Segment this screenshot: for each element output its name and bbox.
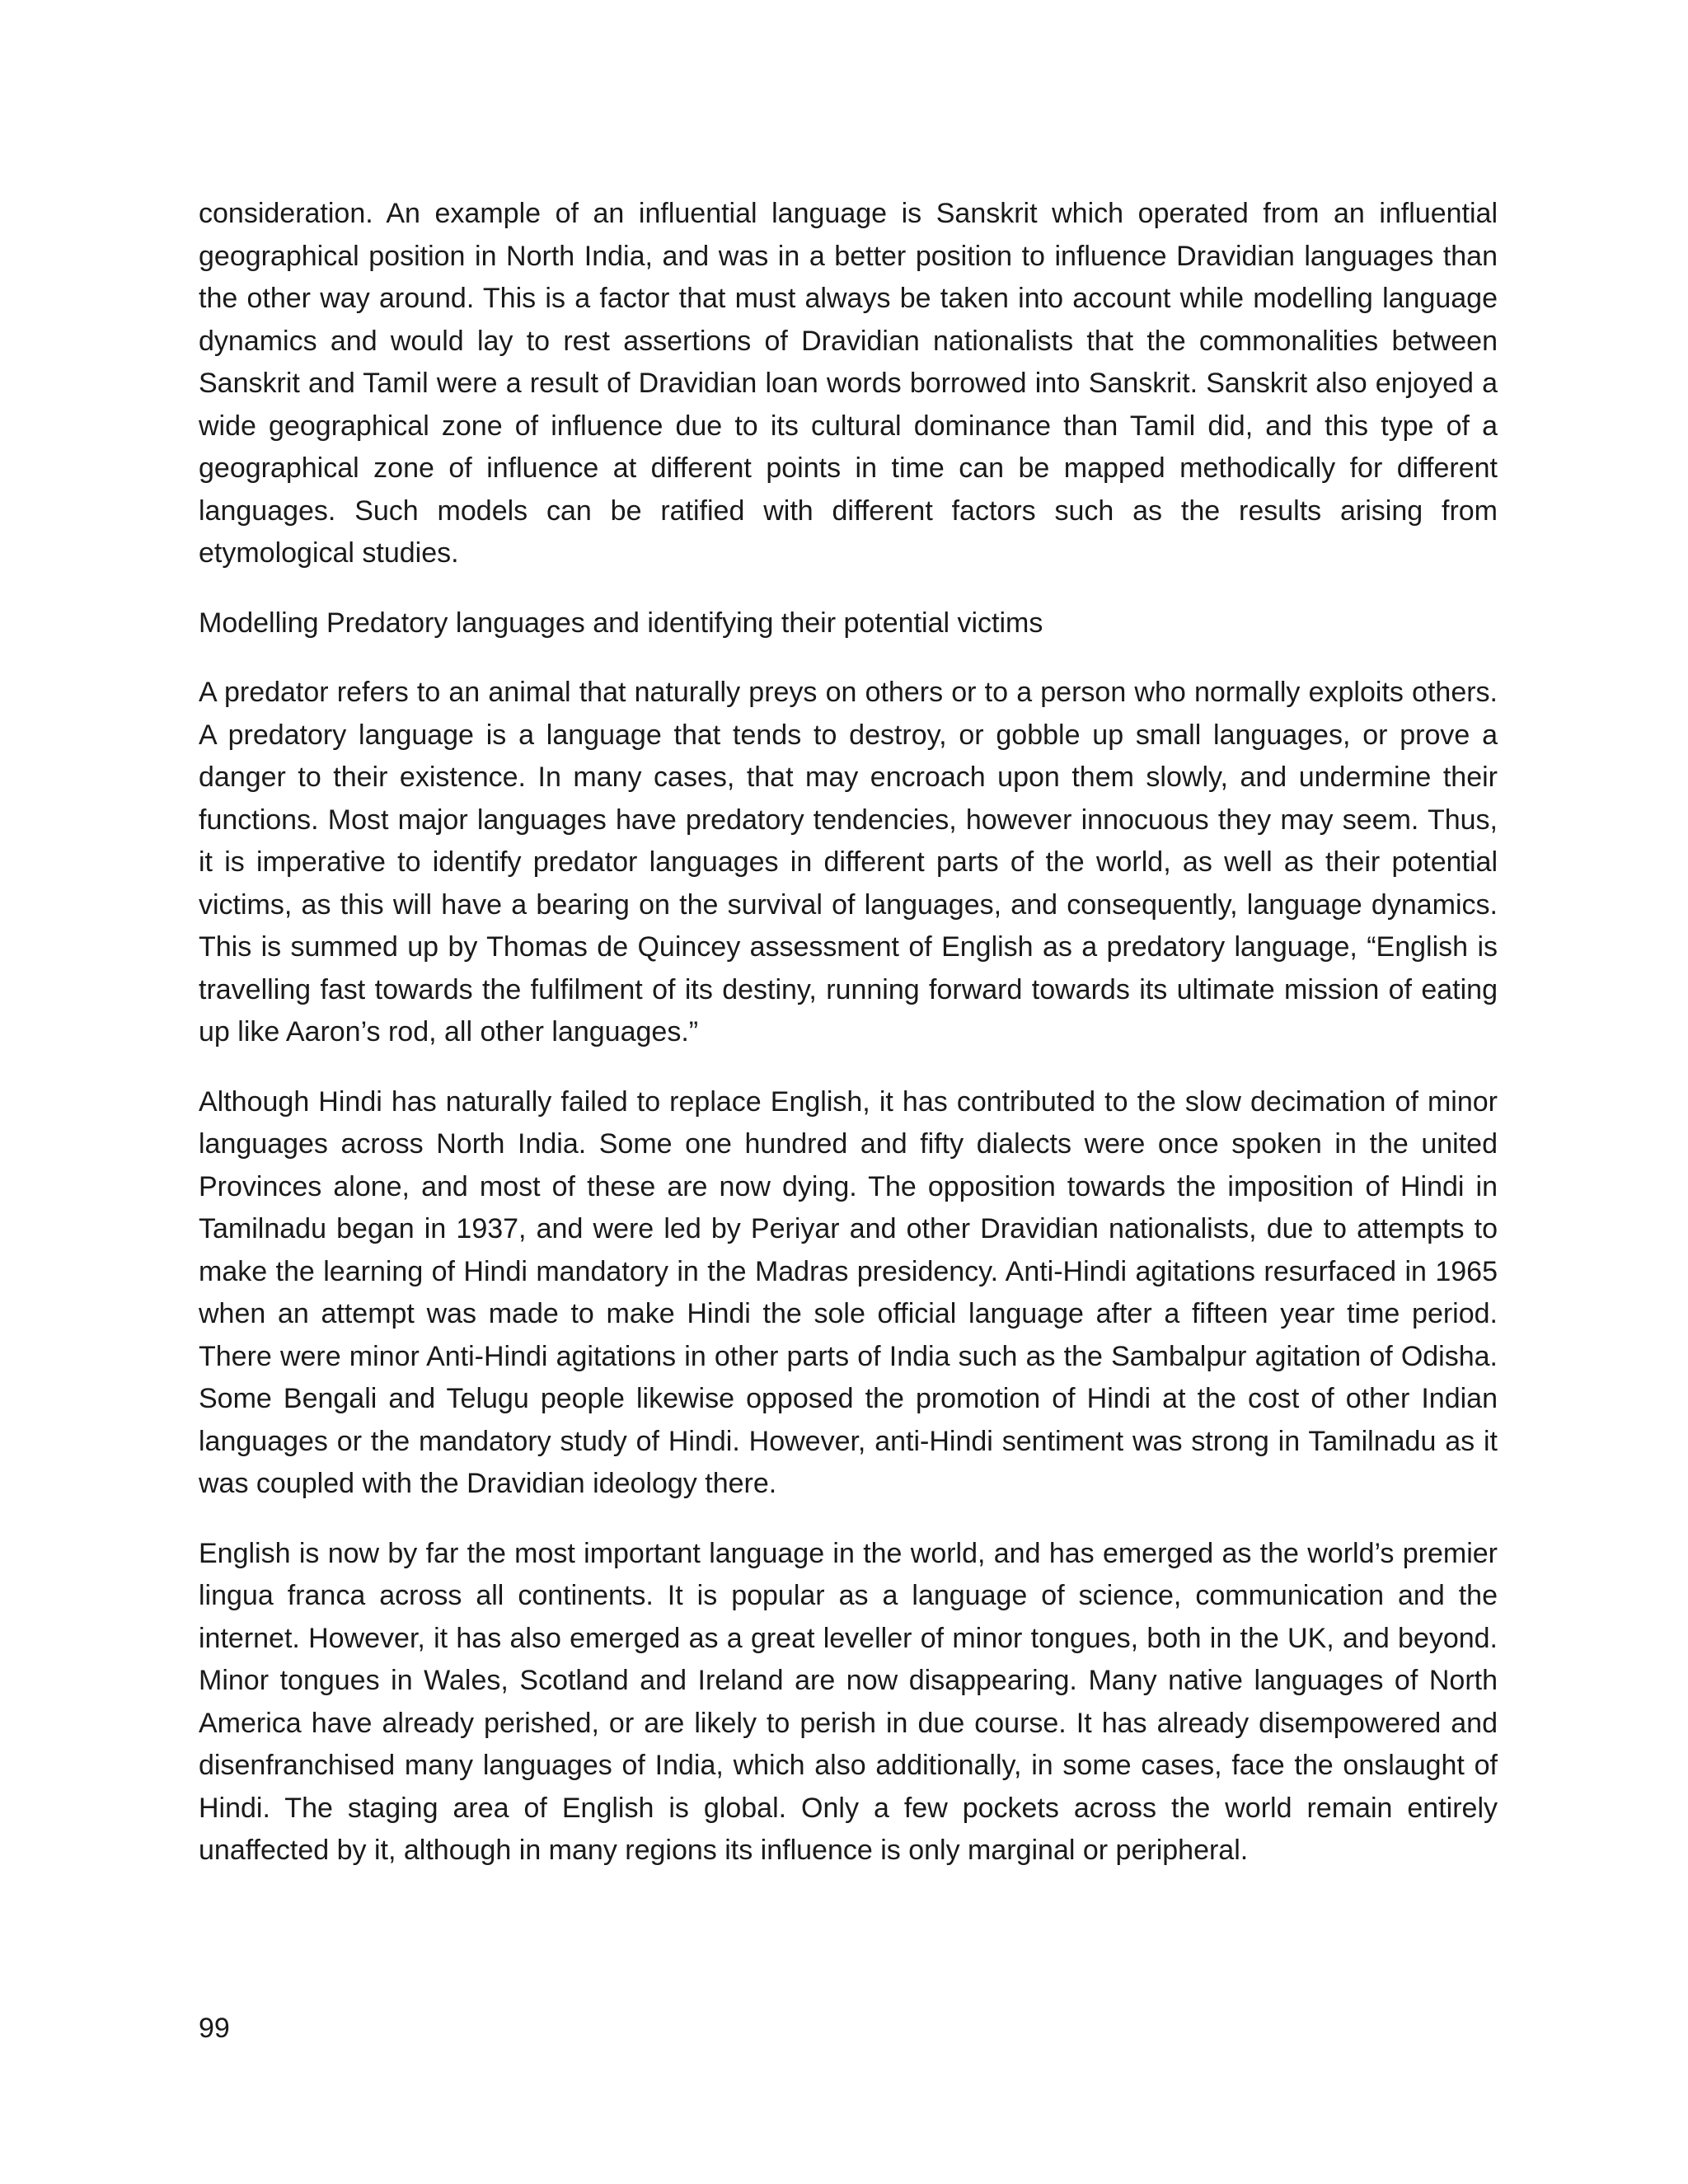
- page-number: 99: [199, 2013, 230, 2044]
- paragraph-english: English is now by far the most important language in the world, and has emerged as the world’s premier lingua franca across all continents. It is popular as a language of science, communication and the internet. However, it has also emerged as a great leveller of minor tongues, both in the UK, and beyond. Minor tongues in Wales, Scotland and Ireland are now disappearing. Many native languages of North America have already perished, or are likely to perish in due course. It has already disempowered and disenfranchised many languages of India, which also additionally, in some cases, face the onslaught of Hindi. The staging area of English is global. Only a few pockets across the world remain entirely unaffected by it, although in many regions its influence is only marginal or peripheral.: [199, 1537, 1498, 1866]
- paragraph-influential-language: consideration. An example of an influential language is Sanskrit which operated from an influential geographical position in North India, and was in a better position to influence Dravidian languages than the other way around. This is a factor that must always be taken into account while modelling language dynamics and would lay to rest assertions of Dravidian nationalists that the commonalities between Sanskrit and Tamil were a result of Dravidian loan words borrowed into Sanskrit. Sanskrit also enjoyed a wide geographical zone of influence due to its cultural dominance than Tamil did, and this type of a geographical zone of influence at different points in time can be mapped methodically for different languages. Such models can be ratified with different factors such as the results arising from etymological studies.: [199, 198, 1498, 569]
- paragraph-hindi: Although Hindi has naturally failed to replace English, it has contributed to the slow decimation of minor languages across North India. Some one hundred and fifty dialects were once spoken in the united Provinces alone, and most of these are now dying. The opposition towards the imposition of Hindi in Tamilnadu began in 1937, and were led by Periyar and other Dravidian nationalists, due to attempts to make the learning of Hindi mandatory in the Madras presidency. Anti-Hindi agitations resurfaced in 1965 when an attempt was made to make Hindi the sole official language after a fifteen year time period. There were minor Anti-Hindi agitations in other parts of India such as the Sambalpur agitation of Odisha. Some Bengali and Telugu people likewise opposed the promotion of Hindi at the cost of other Indian languages or the mandatory study of Hindi. However, anti-Hindi sentiment was strong in Tamilnadu as it was coupled with the Dravidian ideology there.: [199, 1085, 1498, 1499]
- page-body: [199, 193, 1498, 1900]
- paragraph-predator-definition: A predator refers to an animal that naturally preys on others or to a person who normally exploits others. A predatory language is a language that tends to destroy, or gobble up small languages, or prove a danger to their existence. In many cases, that may encroach upon them slowly, and undermine their functions. Most major languages have predatory tendencies, however innocuous they may seem. Thus, it is imperative to identify predator languages in different parts of the world, as well as their potential victims, as this will have a bearing on the survival of languages, and consequently, language dynamics. This is summed up by Thomas de Quincey assessment of English as a predatory language, “English is travelling fast towards the fulfilment of its destiny, running forward towards its ultimate mission of eating up like Aaron’s rod, all other languages.”: [199, 677, 1498, 1047]
- section-heading: Modelling Predatory languages and identifying their potential victims: [199, 607, 1043, 639]
